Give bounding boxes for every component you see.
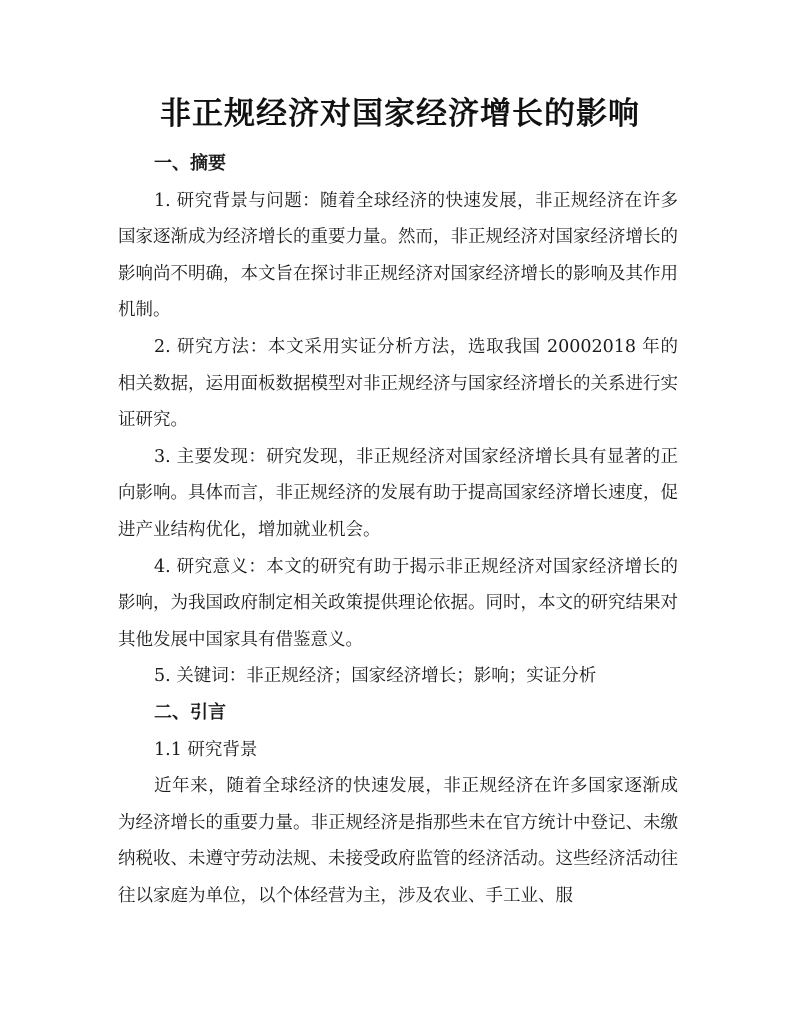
abstract-item-4: 4. 研究意义：本文的研究有助于揭示非正规经济对国家经济增长的影响，为我国政府制定相关政策提供理论依据。同时，本文的研究结果对其他发展中国家具有借鉴意义。 <box>118 556 678 650</box>
abstract-item-1: 1. 研究背景与问题：随着全球经济的快速发展，非正规经济在许多国家逐渐成为经济增长的重要力量。然而，非正规经济对国家经济增长的影响尚不明确，本文旨在探讨非正规经济对国家经济增长的影响及其作用机制。 <box>118 190 678 321</box>
intro-heading: 二、引言 <box>154 701 226 723</box>
abstract-heading: 一、摘要 <box>154 153 226 174</box>
abstract-item-5: 5. 关键词：非正规经济；国家经济增长；影响；实证分析 <box>154 666 597 687</box>
intro-paragraph: 近年来，随着全球经济的快速发展，非正规经济在许多国家逐渐成为经济增长的重要力量。非正规经济是指那些未在官方统计中登记、未缴纳税收、未遵守劳动法规、未接受政府监管的经济活动。这些经济活动往往以家庭为单位，以个体经营为主，涉及农业、手工业、服 <box>118 776 678 906</box>
document-title: 非正规经济对国家经济增长的影响 <box>160 96 640 132</box>
abstract-item-2: 2. 研究方法：本文采用实证分析方法，选取我国 20002018 年的相关数据，运用面板数据模型对非正规经济与国家经济增长的关系进行实证研究。 <box>118 336 678 431</box>
document-body <box>118 146 678 914</box>
intro-subheading: 1.1 研究背景 <box>154 739 258 760</box>
abstract-item-3: 3. 主要发现：研究发现，非正规经济对国家经济增长具有显著的正向影响。具体而言，非正规经济的发展有助于提高国家经济增长速度，促进产业结构优化，增加就业机会。 <box>118 446 678 540</box>
